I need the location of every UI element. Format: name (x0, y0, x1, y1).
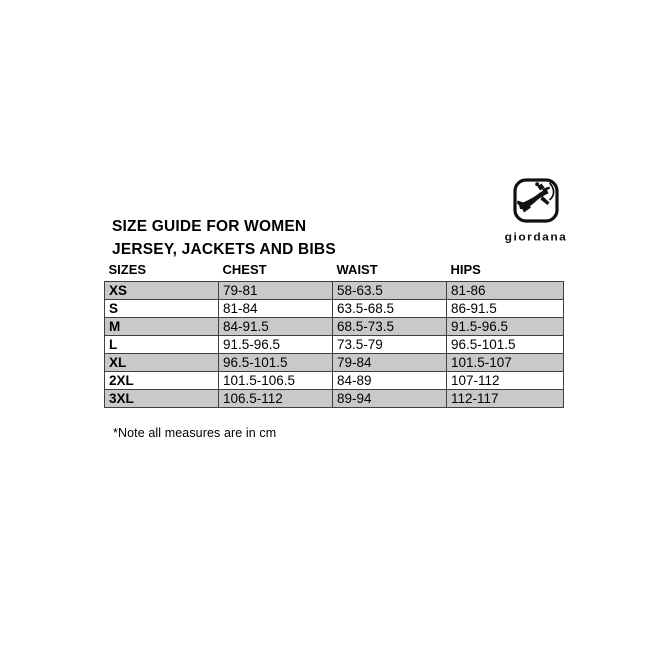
chest-range-cell: 96.5-101.5 (219, 353, 333, 371)
chest-range-cell: 79-81 (219, 281, 333, 299)
column-header-hips: HIPS (447, 262, 564, 281)
waist-range-cell: 68.5-73.5 (333, 317, 447, 335)
title-block (112, 215, 336, 261)
size-label-cell: XL (105, 353, 219, 371)
chest-range-cell: 91.5-96.5 (219, 335, 333, 353)
size-label-cell: 3XL (105, 389, 219, 407)
hips-range-cell: 112-117 (447, 389, 564, 407)
column-header-waist: WAIST (333, 262, 447, 281)
hips-range-cell: 101.5-107 (447, 353, 564, 371)
size-label-cell: M (105, 317, 219, 335)
chest-range-cell: 106.5-112 (219, 389, 333, 407)
brand-wordmark: giordana (504, 230, 568, 244)
column-header-sizes: SIZES (105, 262, 219, 281)
column-header-chest: CHEST (219, 262, 333, 281)
waist-range-cell: 79-84 (333, 353, 447, 371)
chest-range-cell: 84-91.5 (219, 317, 333, 335)
hips-range-cell: 86-91.5 (447, 299, 564, 317)
size-label-cell: S (105, 299, 219, 317)
table-header-row (105, 262, 564, 281)
size-row-xl (105, 353, 564, 371)
hips-range-cell: 96.5-101.5 (447, 335, 564, 353)
waist-range-cell: 58-63.5 (333, 281, 447, 299)
size-label-cell: 2XL (105, 371, 219, 389)
chest-range-cell: 81-84 (219, 299, 333, 317)
hips-range-cell: 91.5-96.5 (447, 317, 564, 335)
brand-logo (498, 178, 574, 244)
waist-range-cell: 63.5-68.5 (333, 299, 447, 317)
waist-range-cell: 89-94 (333, 389, 447, 407)
size-label-cell: L (105, 335, 219, 353)
size-label-cell: XS (105, 281, 219, 299)
size-row-2xl (105, 371, 564, 389)
size-row-xs (105, 281, 564, 299)
size-row-m (105, 317, 564, 335)
size-guide-table (104, 262, 564, 408)
hips-range-cell: 81-86 (447, 281, 564, 299)
measure-unit-note: *Note all measures are in cm (113, 426, 277, 440)
waist-range-cell: 84-89 (333, 371, 447, 389)
page-subtitle: JERSEY, JACKETS AND BIBS (112, 241, 336, 258)
size-row-s (105, 299, 564, 317)
size-row-l (105, 335, 564, 353)
page-title: SIZE GUIDE FOR WOMEN (112, 218, 307, 235)
giordana-archer-icon (513, 178, 559, 223)
hips-range-cell: 107-112 (447, 371, 564, 389)
chest-range-cell: 101.5-106.5 (219, 371, 333, 389)
size-row-3xl (105, 389, 564, 407)
waist-range-cell: 73.5-79 (333, 335, 447, 353)
